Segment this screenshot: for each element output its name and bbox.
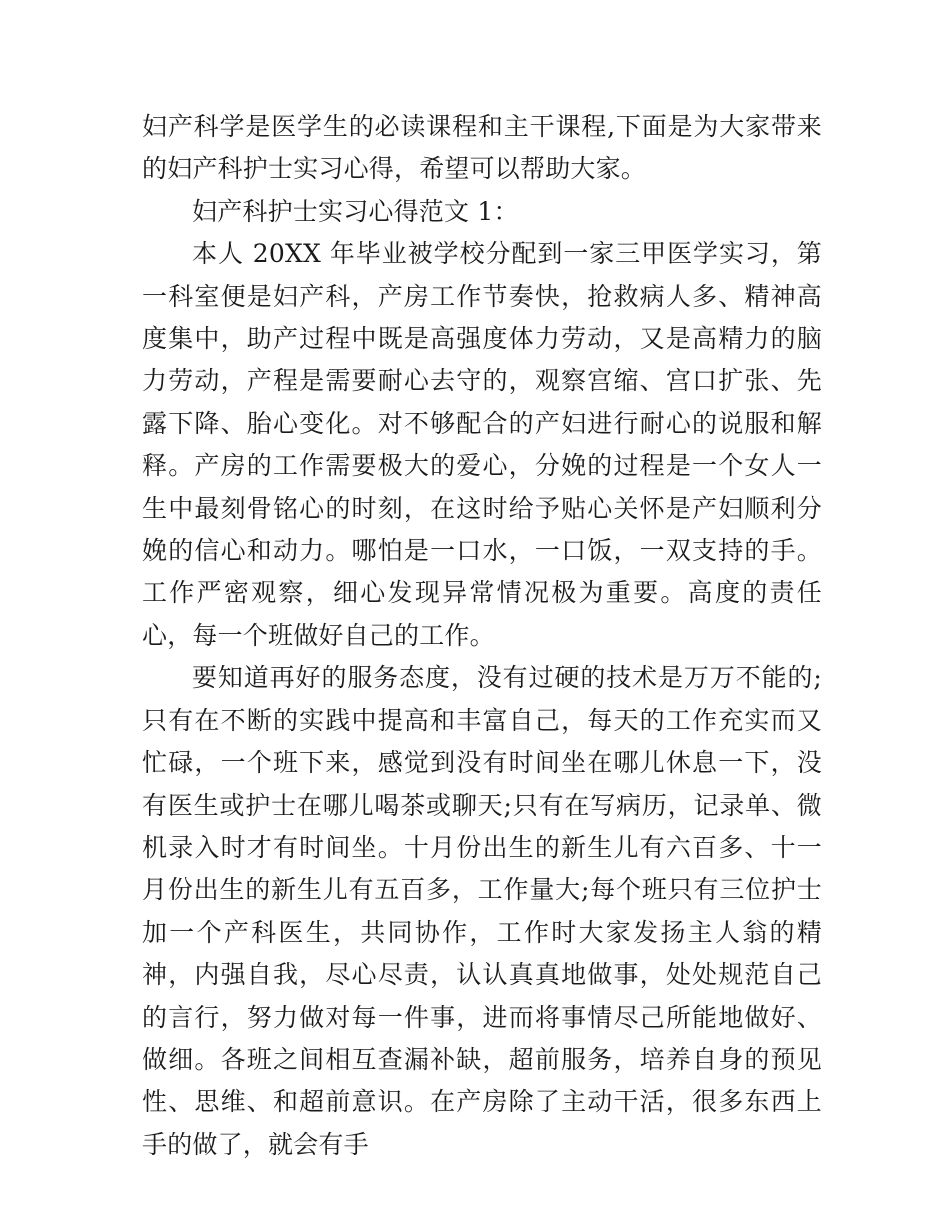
- body-paragraph-1: 本人 20XX 年毕业被学校分配到一家三甲医学实习，第一科室便是妇产科，产房工作节奏快，抢救病人多、精神高度集中，助产过程中既是高强度体力劳动，又是高精力的脑力劳动，产程是需要耐心去守的，观察宫缩、宫口扩张、先露下降、胎心变化。对不够配合的产妇进行耐心的说服和解释。产房的工作需要极大的爱心，分娩的过程是一个女人一生中最刻骨铭心的时刻，在这时给予贴心关怀是产妇顺利分娩的信心和动力。哪怕是一口水，一口饭，一双支持的手。工作严密观察，细心发现异常情况极为重要。高度的责任心，每一个班做好自己的工作。: [142, 239, 822, 650]
- essay-heading: 妇产科护士实习心得范文 1：: [192, 196, 519, 226]
- document-body: [142, 106, 822, 1166]
- body-paragraph-2: 要知道再好的服务态度，没有过硬的技术是万万不能的;只有在不断的实践中提高和丰富自己，每天的工作充实而又忙碌，一个班下来，感觉到没有时间坐在哪儿休息一下，没有医生或护士在哪儿喝茶或聊天;只有在写病历，记录单、微机录入时才有时间坐。十月份出生的新生儿有六百多、十一月份出生的新生儿有五百多，工作量大;每个班只有三位护士加一个产科医生，共同协作，工作时大家发扬主人翁的精神，内强自我，尽心尽责，认认真真地做事，处处规范自己的言行，努力做对每一件事，进而将事情尽己所能地做好、做细。各班之间相互查漏补缺，超前服务，培养自身的预见性、思维、和超前意识。在产房除了主动干活，很多东西上手的做了，就会有手: [142, 663, 822, 1159]
- intro-paragraph: 妇产科学是医学生的必读课程和主干课程,下面是为大家带来的妇产科护士实习心得，希望可以帮助大家。: [142, 112, 822, 184]
